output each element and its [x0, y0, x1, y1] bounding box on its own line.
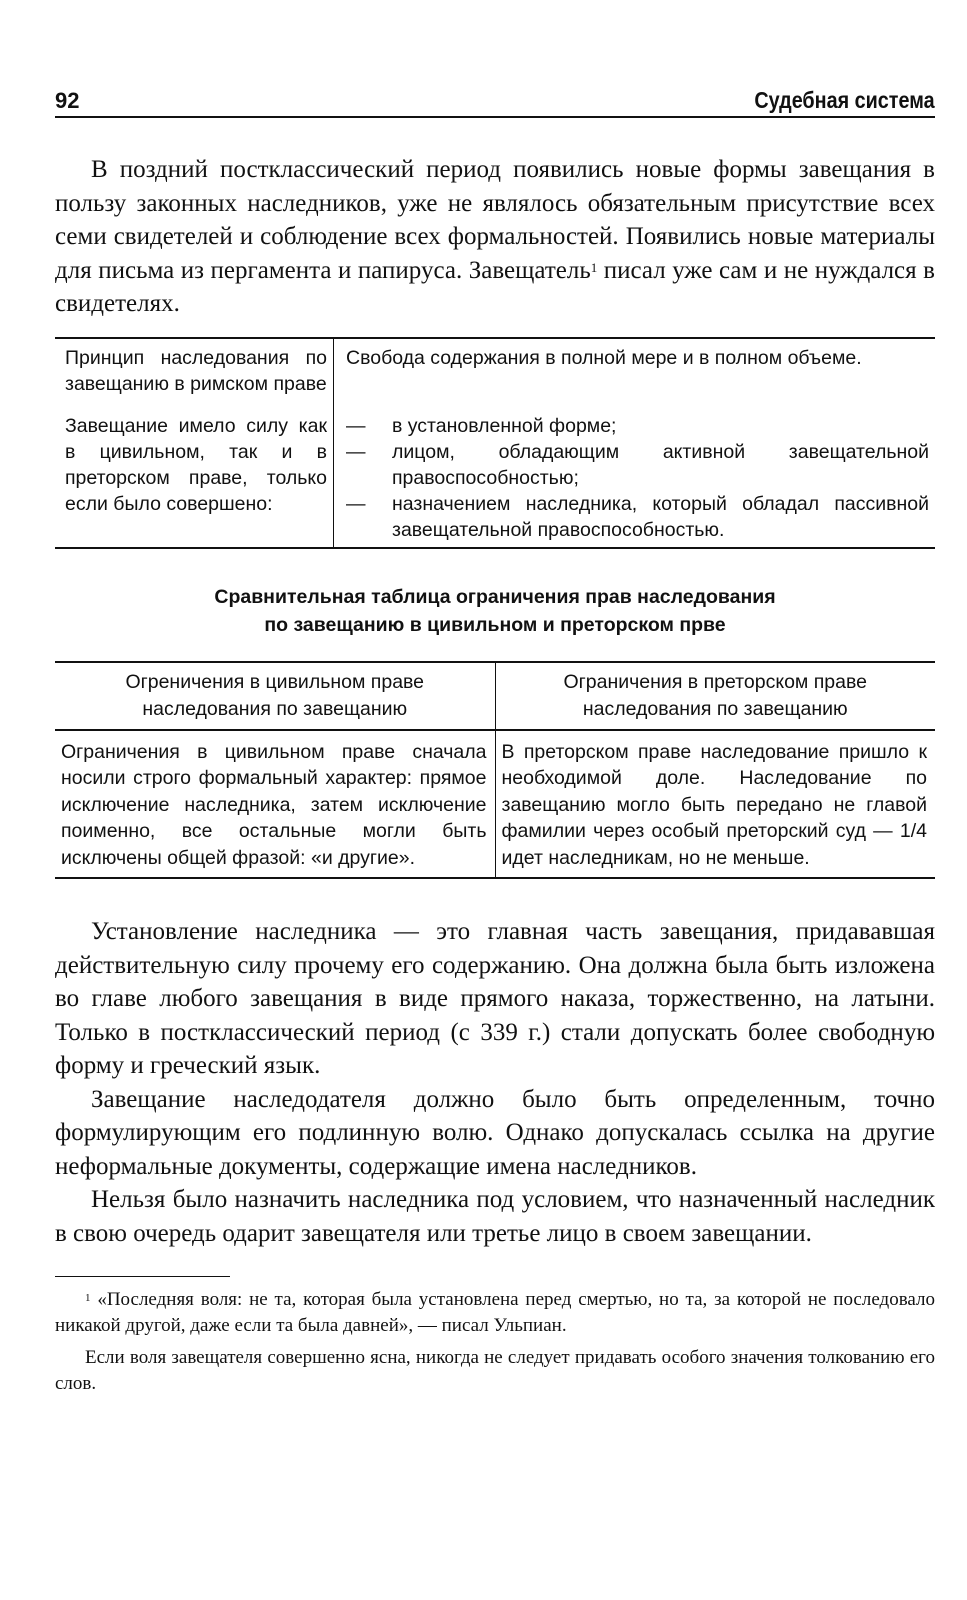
page-number: 92: [55, 88, 80, 113]
paragraph-intro-text: В поздний постклассический период появились новые формы завещания в пользу законных наследников, уже не являлось обязательным присутствие всех семи свидетелей и соблюдение всех формальностей. Появились новые материалы для письма из пергамента и папируса. Завещатель: [55, 156, 935, 284]
list-item-text: назначением наследника, который обладал пассивной завещательной правоспособностью.: [392, 492, 929, 541]
list-item: [346, 439, 929, 491]
table-cell-praetorian: В преторском праве наследование пришло к необходимой доле. Наследование по завещанию могло быть передано не главой фамилии через особый преторский суд — 1/4 идет наследникам, но не меньше.: [501, 740, 927, 869]
footnote-number: 1: [85, 1292, 91, 1304]
page-header: [55, 80, 935, 118]
running-title: Судебная система: [754, 87, 935, 113]
paragraph: Нельзя было назначить наследника под условием, что назначенный наследник в свою очередь одарит завещателя или третье лицо в своем завещании.: [55, 1186, 935, 1247]
paragraph: Завещание наследодателя должно было быть определенным, точно формулирующим его подлинную волю. Однако допускалась ссылка на другие неформальные документы, содержащие имена наследников.: [55, 1085, 935, 1180]
paragraph-intro-text-end: писал уже сам и не нуждался в свидетелях.: [55, 256, 935, 317]
paragraph-intro: [55, 153, 935, 321]
column-header-praetorian: Ограничения в преторском праве наследования по завещанию: [495, 662, 935, 730]
list-item-text: лицом, обладающим активной завещательной правоспособностью;: [392, 440, 929, 489]
book-page: [55, 80, 935, 1397]
dash-marker: —: [346, 440, 366, 463]
footnote-1-text: «Последняя воля: не та, которая была установлена перед смертью, но та, за которой не последовало никакой другой, даже если та была давней», — писал Ульпиан.: [55, 1289, 935, 1336]
table-cell-freedom: Свобода содержания в полной мере и в полном объеме.: [346, 346, 862, 369]
column-header-civil: Огреничения в цивильном праве наследования по завещанию: [55, 662, 495, 730]
table-cell-civil: Ограничения в цивильном праве сначала носили строго формальный характер: прямое исключение наследника, затем исключение поименно, все остальные могли быть исключены общей фразой: «и другие».: [55, 730, 495, 879]
principle-table: [55, 337, 935, 549]
caption-line: по завещанию в цивильном и преторском прве: [264, 613, 726, 636]
footnote-divider: [55, 1276, 230, 1277]
footnote-2: Если воля завещателя совершенно ясна, никогда не следует придавать особого значения толкованию его слов.: [55, 1347, 935, 1394]
dash-marker: —: [346, 414, 366, 437]
list-item: [346, 413, 929, 439]
table-header-row: [55, 662, 935, 730]
caption-line: Сравнительная таблица ограничения прав наследования: [214, 585, 776, 608]
comparison-table: [55, 661, 935, 880]
footnote-marker: 1: [590, 259, 598, 275]
table-cell-validity: Завещание имело силу как в цивильном, так и в преторском праве, только если было совершено:: [55, 403, 334, 548]
table-row: [55, 403, 935, 548]
table-row: [55, 338, 935, 403]
list-item: [346, 491, 929, 543]
table-cell-principle: Принцип наследования по завещанию в римском праве: [55, 338, 334, 403]
table-caption: [55, 583, 935, 639]
table-cell-conditions: [334, 403, 936, 548]
conditions-list: [346, 413, 929, 543]
table-row: [55, 730, 935, 879]
list-item-text: в установленной форме;: [392, 414, 617, 437]
footnote-1: [55, 1287, 935, 1339]
dash-marker: —: [346, 492, 366, 515]
paragraph: Установление наследника — это главная часть завещания, придававшая действительную силу прочему его содержанию. Она должна была быть изложена во главе любого завещания в виде прямого наказа, торжественно, на латыни. Только в постклассический период (с 339 г.) стали допускать более свободную форму и греческий язык.: [55, 918, 935, 1079]
